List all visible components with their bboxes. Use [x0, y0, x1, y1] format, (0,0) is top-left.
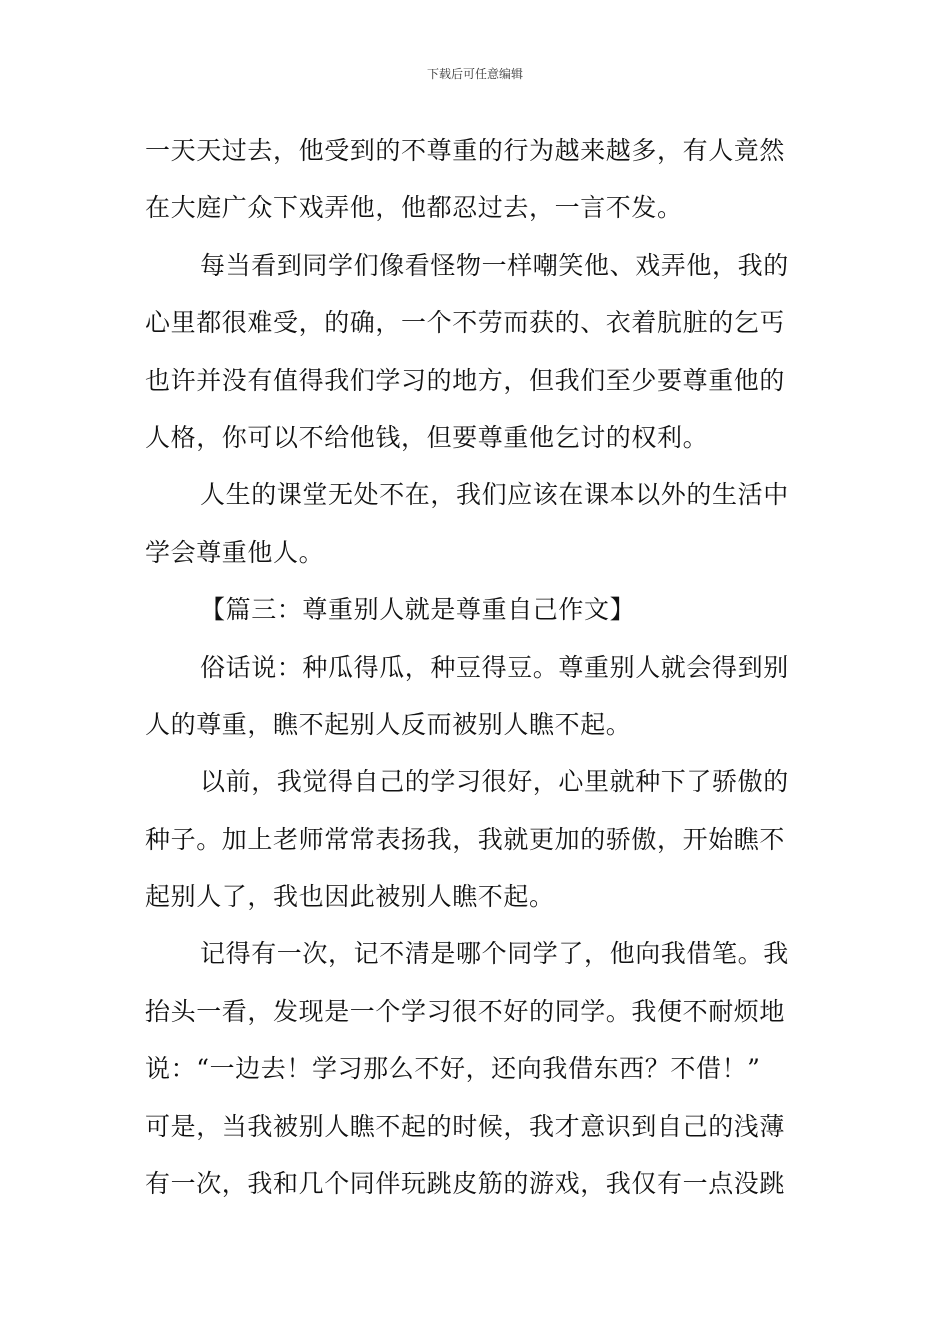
- text-line: 起别人了，我也因此被别人瞧不起。: [145, 882, 555, 912]
- section-heading: 【篇三：尊重别人就是尊重自己作文】: [200, 595, 636, 625]
- text-line: 心里都很难受，的确，一个不劳而获的、衣着肮脏的乞丐: [145, 308, 786, 338]
- text-line: 人格，你可以不给他钱，但要尊重他乞讨的权利。: [145, 422, 709, 452]
- text-line: 学会尊重他人。: [145, 537, 325, 567]
- text-line: 种子。加上老师常常表扬我，我就更加的骄傲，开始瞧不: [145, 824, 786, 854]
- text-line: 也许并没有值得我们学习的地方，但我们至少要尊重他的: [145, 365, 786, 395]
- paragraph-start-line: 以前，我觉得自己的学习很好，心里就种下了骄傲的: [200, 767, 789, 797]
- document-body: [145, 122, 807, 1212]
- text-line: 有一次，我和几个同伴玩跳皮筋的游戏，我仅有一点没跳: [145, 1169, 786, 1199]
- paragraph-start-line: 记得有一次，记不清是哪个同学了，他向我借笔。我: [200, 939, 789, 969]
- paragraph-start-line: 每当看到同学们像看怪物一样嘲笑他、戏弄他，我的: [200, 250, 789, 280]
- paragraph-start-line: 人生的课堂无处不在，我们应该在课本以外的生活中: [200, 480, 789, 510]
- text-line: 抬头一看，发现是一个学习很不好的同学。我便不耐烦地: [145, 996, 786, 1026]
- page-header-note: 下载后可任意编辑: [426, 67, 523, 81]
- text-line: 人的尊重，瞧不起别人反而被别人瞧不起。: [145, 709, 632, 739]
- paragraph-start-line: 俗话说：种瓜得瓜，种豆得豆。尊重别人就会得到别: [200, 652, 789, 682]
- text-line: 一天天过去，他受到的不尊重的行为越来越多，有人竟然: [145, 136, 786, 165]
- text-line: 说：“一边去！学习那么不好，还向我借东西？不借！”: [145, 1054, 761, 1084]
- text-line: 可是，当我被别人瞧不起的时候，我才意识到自己的浅薄: [145, 1111, 786, 1141]
- text-line: 在大庭广众下戏弄他，他都忍过去，一言不发。: [145, 193, 683, 223]
